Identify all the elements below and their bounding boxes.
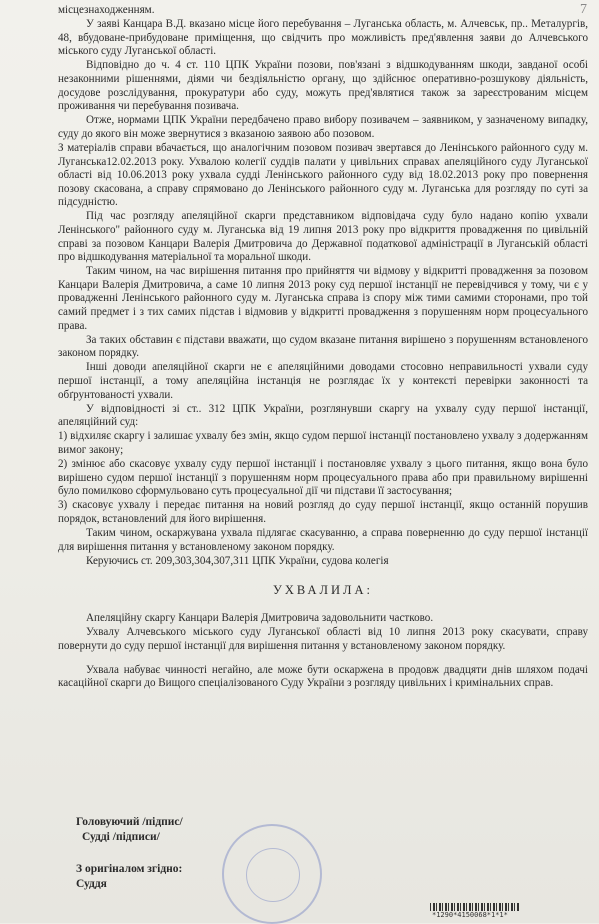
reasoning-paragraph: У відповідності зі ст.. 312 ЦПК України, розглянувши скаргу на ухвалу суду першої інстанції, апеляційний суд: [58,402,588,429]
reasoning-paragraph: Таким чином, оскаржувана ухвала підлягає скасуванню, а справа поверненню до суду першої інстанції для вирішення питання у встановленому законом порядку. [58,527,588,553]
copy-judge: Суддя [76,878,107,890]
copy-certification: З оригіналом згідно: [76,863,183,875]
decision-paragraph: Апеляційну скаргу Канцари Валерія Дмитровича задовольнити частково. [86,611,434,624]
document-body [58,4,588,691]
decision-section [58,612,588,653]
reasoning-paragraph: 1) відхиляє скаргу і залишає ухвалу без змін, якщо судом першої інстанції постановлено ухвалу з додержанням вимог закону; [58,430,588,456]
reasoning-paragraph: З матеріалів справи вбачається, що аналогічним позовом позивач звертався до Ленінського районного суду м. Луганська12.02.2013 року. Ухвалою колегії суддів палати у цивільних справах апеляційного суду Луганської області від 10.06.2013 року ухвала судді Ленінського районного суду від 18.02.2013 року про повернення позову скасована, а справу спрямовано до Ленінського районного суду м. Луганська для розгляду по суті за підсудністю. [58,141,588,209]
decision-heading: УХВАЛИЛА: [273,583,373,598]
final-note: Ухвала набуває чинності негайно, але може бути оскаржена в продовж двадцяти днів шляхом подачі касаційної скарги до Вищого спеціалізованого Суду України з розгляду цивільних і кримінальних справ. [58,663,588,690]
reasoning-paragraph: місцезнаходженням. [58,4,155,16]
reasoning-paragraph: За таких обставин є підстави вважати, що судом вказане питання вирішено з порушенням встановленого законом порядку. [58,333,588,360]
reasoning-paragraph: Отже, нормами ЦПК України передбачено право вибору позивачем – заявником, у зазначеному випадку, суду до якого він може звернутися з вказаною заявою або позовом. [58,114,588,140]
reasoning-paragraph: У заяві Канцара В.Д. вказано місце його перебування – Луганська область, м. Алчевськ, пр.. Металургів, 48, вбудоване-прибудоване приміщення, що свідчить про можливість пред'явлення заяви до Алчевського міського суду Луганської області. [58,18,588,58]
signature-judges: Судді /підписи/ [82,831,160,843]
reasoning-paragraph: Керуючись ст. 209,303,304,307,311 ЦПК України, судова колегія [86,554,389,567]
reasoning-paragraph: Інші доводи апеляційної скарги не є апеляційними доводами стосовно неправильності ухвали суду першої інстанції, а тому апеляційна інстанція не розглядає їх у контексті перевірки законності та обґрунтованості ухвали. [58,361,588,401]
page-corner-mark: 7 [580,2,587,17]
court-seal [222,824,322,924]
barcode [430,903,520,911]
reasoning-paragraph: Під час розгляду апеляційної скарги представником відповідача суду було надано копію ухвали Ленінського" районного суду м. Луганська від 19 липня 2013 року про відкриття провадження по цивільній справі за позовом Канцари Валерія Дмитровича до Державної податкової адміністрації в Луганській області про відшкодування матеріальної та моральної шкоди. [58,210,588,264]
signature-presiding: Головуючий /підпис/ [76,816,183,828]
reasoning-paragraph: 2) змінює або скасовує ухвалу суду першої інстанції і постановляє ухвалу з цього питання, якщо вона було вирішено судом першої інстанції з порушенням норм процесуального права або при правильному вирішенні було помилково сформульовано суть процесуальної дії чи підстави її застосування; [58,458,588,498]
decision-paragraph: Ухвалу Алчевського міського суду Луганської області від 10 липня 2013 року скасувати, справу повернути до суду першої інстанції для вирішення питання у встановленому законом порядку. [58,626,588,652]
barcode-number: *1290*4150068*1*1* [432,911,508,919]
reasoning-paragraph: 3) скасовує ухвалу і передає питання на новий розгляд до суду першої інстанції, якщо останній порушив порядок, встановлений для його вирішення. [58,499,588,525]
reasoning-paragraph: Таким чином, на час вирішення питання про прийняття чи відмову у відкритті провадження за позовом Канцари Валерія Дмитровича, а саме 10 липня 2013 року суд першої інстанції не перевідчився у тому, чи є у провадженні Ленінського районного суду м. Луганська справа із спору між тими самими сторонами, про той самий предмет і з тих самих підстав і відмовив у відкритті провадження з порушенням норм процесуального права. [58,265,588,332]
reasoning-paragraph: Відповідно до ч. 4 ст. 110 ЦПК України позови, пов'язані з відшкодуванням шкоди, завданої особі незаконними рішеннями, діями чи бездіяльністю органу, що здійснює оперативно-розшукову діяльність, досудове розслідування, прокуратури або суду, можуть пред'являтися також за зареєстрованим місцем проживання чи перебування позивача. [58,59,588,113]
reasoning-section [58,4,588,568]
